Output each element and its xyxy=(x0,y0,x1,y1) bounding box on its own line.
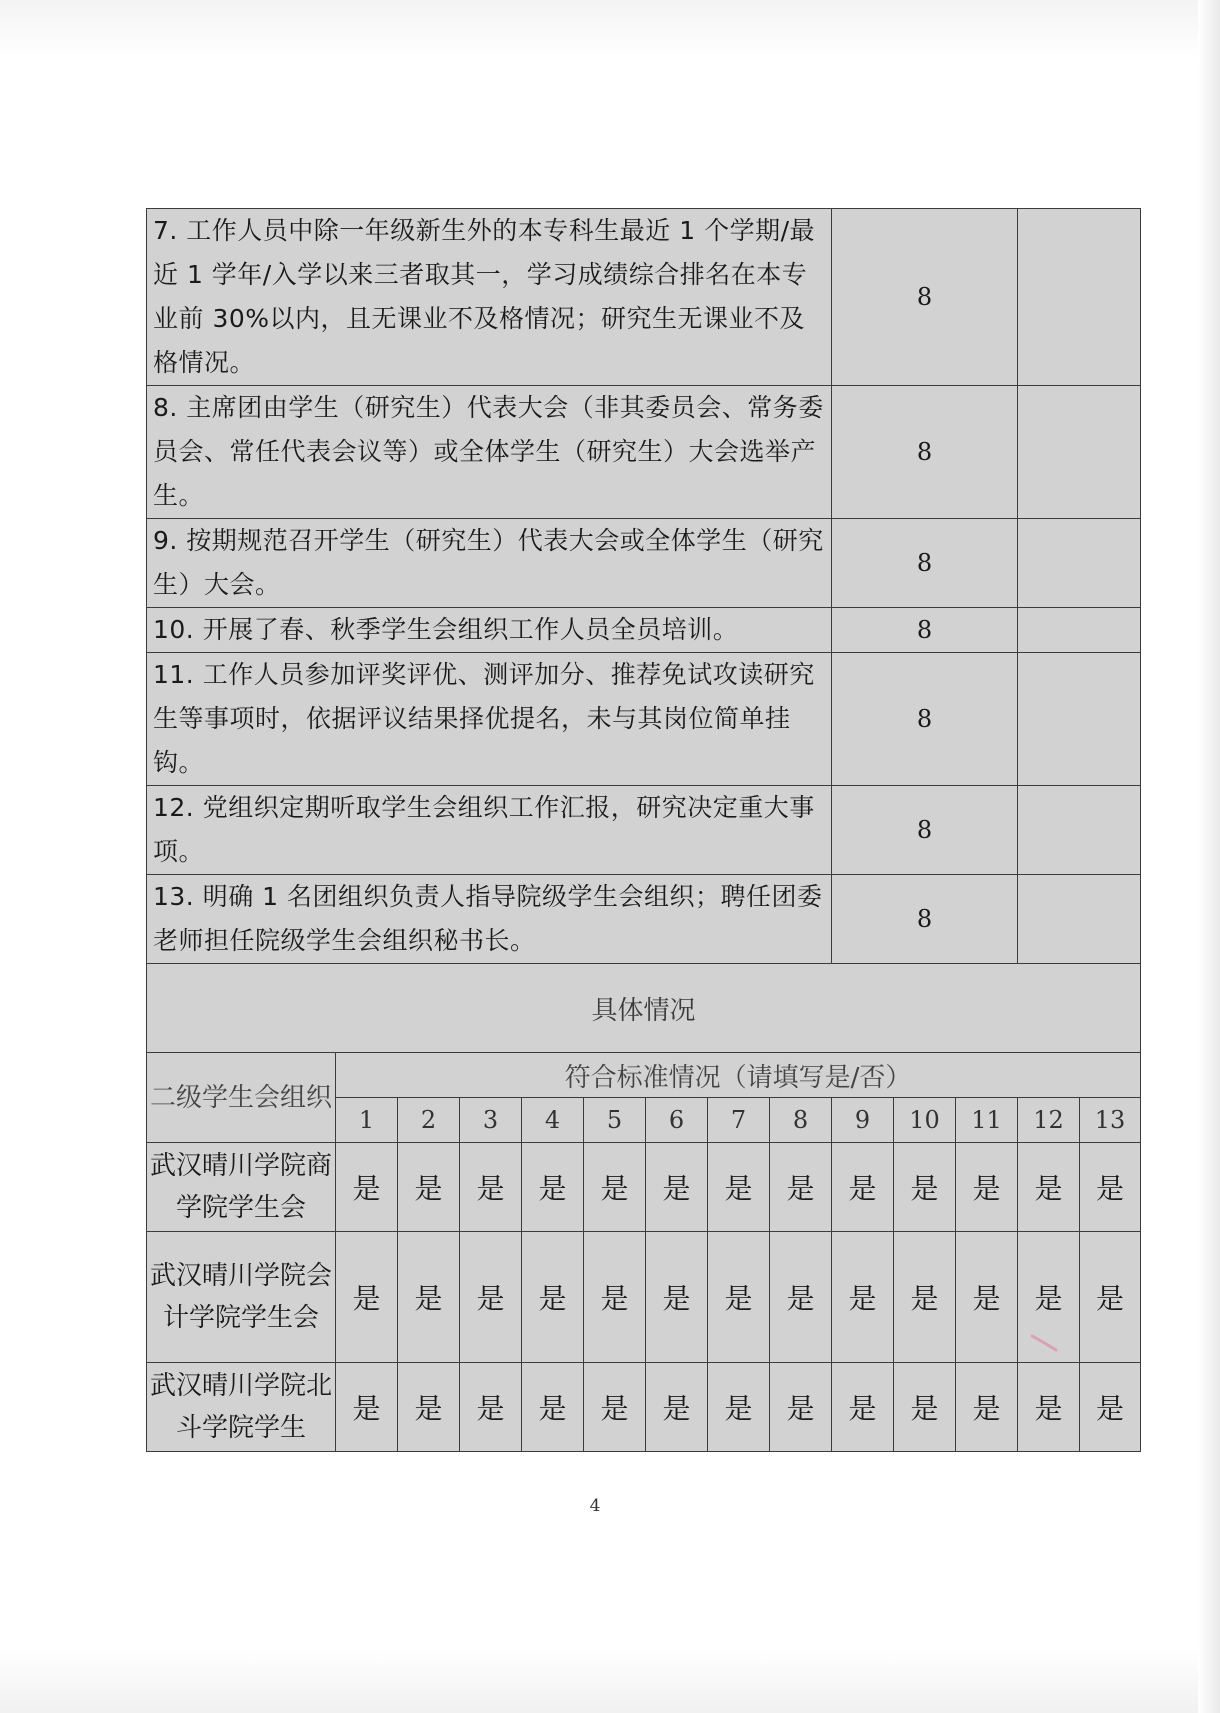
answer-cell: 是 xyxy=(708,1363,770,1452)
criterion-score: 8 xyxy=(832,519,1018,608)
answer-cell: 是 xyxy=(1018,1363,1080,1452)
answer-cell: 是 xyxy=(894,1143,956,1232)
criterion-score: 8 xyxy=(832,653,1018,786)
answer-cell: 是 xyxy=(708,1143,770,1232)
criterion-result-cell xyxy=(1018,386,1141,519)
answer-cell: 是 xyxy=(584,1143,646,1232)
org-row xyxy=(147,1363,1141,1452)
criterion-text: 12. 党组织定期听取学生会组织工作汇报，研究决定重大事项。 xyxy=(147,786,832,875)
criterion-text: 13. 明确 1 名团组织负责人指导院级学生会组织；聘任团委老师担任院级学生会组织秘书长。 xyxy=(147,875,832,964)
scan-edge xyxy=(1198,0,1220,1713)
criterion-score: 8 xyxy=(832,608,1018,653)
criterion-result-cell xyxy=(1018,209,1141,386)
criterion-text: 10. 开展了春、秋季学生会组织工作人员全员培训。 xyxy=(147,608,832,653)
answer-cell: 是 xyxy=(708,1232,770,1363)
criterion-row xyxy=(147,386,1141,519)
answer-cell: 是 xyxy=(956,1363,1018,1452)
org-name: 武汉晴川学院商学院学生会 xyxy=(147,1143,336,1232)
criterion-score: 8 xyxy=(832,875,1018,964)
standard-number: 6 xyxy=(646,1098,708,1143)
criterion-score: 8 xyxy=(832,209,1018,386)
org-name: 武汉晴川学院会计学院学生会 xyxy=(147,1232,336,1363)
answer-cell: 是 xyxy=(832,1232,894,1363)
answer-cell: 是 xyxy=(832,1363,894,1452)
standard-number: 3 xyxy=(460,1098,522,1143)
standard-number: 10 xyxy=(894,1098,956,1143)
details-header-row xyxy=(147,1053,1141,1098)
criterion-row xyxy=(147,209,1141,386)
standard-number: 13 xyxy=(1080,1098,1141,1143)
criterion-result-cell xyxy=(1018,519,1141,608)
answer-cell: 是 xyxy=(1080,1232,1141,1363)
standard-number: 2 xyxy=(398,1098,460,1143)
answer-cell: 是 xyxy=(770,1363,832,1452)
criterion-row xyxy=(147,653,1141,786)
standard-number: 8 xyxy=(770,1098,832,1143)
answer-cell: 是 xyxy=(336,1143,398,1232)
standard-column-header: 符合标准情况（请填写是/否） xyxy=(336,1053,1141,1098)
criterion-score: 8 xyxy=(832,786,1018,875)
criterion-text: 9. 按期规范召开学生（研究生）代表大会或全体学生（研究生）大会。 xyxy=(147,519,832,608)
answer-cell: 是 xyxy=(770,1232,832,1363)
answer-cell: 是 xyxy=(336,1232,398,1363)
criterion-text: 8. 主席团由学生（研究生）代表大会（非其委员会、常务委员会、常任代表会议等）或全体学生（研究生）大会选举产生。 xyxy=(147,386,832,519)
answer-cell: 是 xyxy=(646,1232,708,1363)
answer-cell: 是 xyxy=(1018,1232,1080,1363)
answer-cell: 是 xyxy=(956,1232,1018,1363)
standard-number: 4 xyxy=(522,1098,584,1143)
criterion-result-cell xyxy=(1018,653,1141,786)
standard-number: 1 xyxy=(336,1098,398,1143)
answer-cell: 是 xyxy=(336,1363,398,1452)
criterion-score: 8 xyxy=(832,386,1018,519)
answer-cell: 是 xyxy=(460,1232,522,1363)
answer-cell: 是 xyxy=(398,1143,460,1232)
answer-cell: 是 xyxy=(522,1363,584,1452)
criterion-result-cell xyxy=(1018,875,1141,964)
criterion-result-cell xyxy=(1018,786,1141,875)
answer-cell: 是 xyxy=(1018,1143,1080,1232)
standard-number: 11 xyxy=(956,1098,1018,1143)
standard-number: 9 xyxy=(832,1098,894,1143)
standard-number: 12 xyxy=(1018,1098,1080,1143)
page-number: 4 xyxy=(589,1496,601,1516)
criteria-table xyxy=(146,208,1141,1452)
answer-cell: 是 xyxy=(460,1363,522,1452)
answer-cell: 是 xyxy=(584,1363,646,1452)
answer-cell: 是 xyxy=(894,1363,956,1452)
answer-cell: 是 xyxy=(460,1143,522,1232)
criterion-result-cell xyxy=(1018,608,1141,653)
answer-cell: 是 xyxy=(832,1143,894,1232)
standard-number: 5 xyxy=(584,1098,646,1143)
details-heading-row xyxy=(147,964,1141,1053)
org-row xyxy=(147,1143,1141,1232)
criterion-text: 11. 工作人员参加评奖评优、测评加分、推荐免试攻读研究生等事项时，依据评议结果择优提名，未与其岗位简单挂钩。 xyxy=(147,653,832,786)
org-row xyxy=(147,1232,1141,1363)
answer-cell: 是 xyxy=(1080,1143,1141,1232)
answer-cell: 是 xyxy=(1080,1363,1141,1452)
answer-cell: 是 xyxy=(522,1232,584,1363)
pen-mark xyxy=(1030,1332,1060,1354)
criterion-row xyxy=(147,786,1141,875)
criterion-row xyxy=(147,608,1141,653)
details-heading: 具体情况 xyxy=(147,964,1141,1053)
answer-cell: 是 xyxy=(584,1232,646,1363)
criterion-text: 7. 工作人员中除一年级新生外的本专科生最近 1 个学期/最近 1 学年/入学以来三者取其一，学习成绩综合排名在本专业前 30%以内，且无课业不及格情况；研究生无课业不及格情况。 xyxy=(147,209,832,386)
criterion-row xyxy=(147,875,1141,964)
answer-cell: 是 xyxy=(398,1232,460,1363)
standard-number: 7 xyxy=(708,1098,770,1143)
org-column-header: 二级学生会组织 xyxy=(147,1053,336,1143)
answer-cell: 是 xyxy=(770,1143,832,1232)
org-name: 武汉晴川学院北斗学院学生 xyxy=(147,1363,336,1452)
answer-cell: 是 xyxy=(894,1232,956,1363)
answer-cell: 是 xyxy=(398,1363,460,1452)
criterion-row xyxy=(147,519,1141,608)
answer-cell: 是 xyxy=(646,1363,708,1452)
answer-cell: 是 xyxy=(646,1143,708,1232)
answer-cell: 是 xyxy=(956,1143,1018,1232)
answer-cell: 是 xyxy=(522,1143,584,1232)
